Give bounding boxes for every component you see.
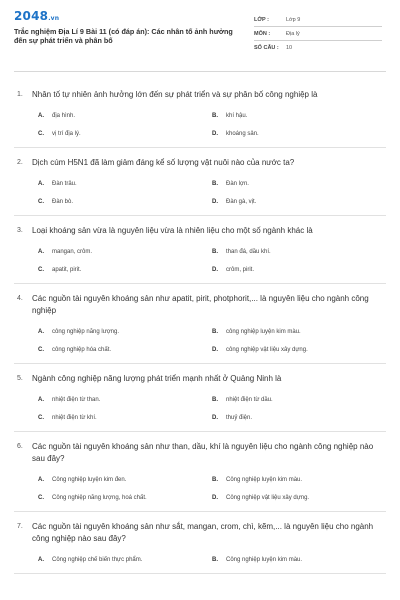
meta-row-count	[254, 41, 382, 55]
option-letter: C.	[38, 495, 44, 501]
option-text: Công nghiệp chế biến thực phẩm.	[52, 557, 143, 563]
question-text-row	[14, 521, 386, 545]
worksheet-meta	[254, 13, 382, 55]
answer-option[interactable]	[38, 409, 212, 427]
option-letter: D.	[212, 415, 218, 421]
question-number: 5.	[17, 375, 23, 382]
answer-option[interactable]	[212, 261, 386, 279]
option-text: khoáng sản.	[226, 131, 259, 137]
question-list	[14, 80, 386, 574]
question-text-row	[14, 225, 386, 237]
question-item	[14, 216, 386, 284]
option-text: Đàn gà, vịt.	[226, 199, 257, 205]
question-text-row	[14, 157, 386, 169]
option-text: Đàn trâu.	[52, 181, 77, 187]
question-item	[14, 512, 386, 574]
option-letter: D.	[212, 267, 218, 273]
option-letter: D.	[212, 131, 218, 137]
logo-main: 2048	[14, 9, 49, 23]
meta-label: LỚP :	[254, 16, 269, 23]
answer-option[interactable]	[38, 391, 212, 409]
answer-option[interactable]	[212, 551, 386, 569]
question-text: Loại khoáng sản vừa là nguyên liệu vừa là nhiên liệu cho một số ngành khác là	[32, 226, 313, 235]
answer-option[interactable]	[212, 471, 386, 489]
question-number: 3.	[17, 227, 23, 234]
question-number: 2.	[17, 159, 23, 166]
meta-value: Lớp 9	[286, 16, 301, 23]
question-item	[14, 148, 386, 216]
option-text: vị trí địa lý.	[52, 131, 81, 137]
question-text-row	[14, 89, 386, 101]
question-text: Ngành công nghiệp năng lượng phát triển mạnh nhất ở Quảng Ninh là	[32, 374, 282, 383]
option-letter: A.	[38, 329, 44, 335]
answer-option[interactable]	[38, 489, 212, 507]
option-letter: B.	[212, 557, 218, 563]
question-text: Các nguồn tài nguyên khoáng sản như apatit, pirit, photphorit,... là nguyên liệu cho ngành công nghiệp	[32, 294, 369, 315]
meta-row-class	[254, 13, 382, 27]
option-text: crôm, pirit.	[226, 267, 255, 273]
option-letter: A.	[38, 397, 44, 403]
option-text: công nghiệp luyện kim màu.	[226, 329, 301, 335]
answer-option[interactable]	[38, 193, 212, 211]
option-text: công nghiệp hóa chất.	[52, 347, 112, 353]
answer-options	[14, 551, 386, 569]
question-text: Các nguồn tài nguyên khoáng sản như than, dầu, khí là nguyên liệu cho ngành công nghiệp nào sau đây?	[32, 442, 374, 463]
option-text: mangan, crôm.	[52, 249, 93, 255]
option-text: địa hình.	[52, 113, 76, 119]
question-text-row	[14, 441, 386, 465]
option-letter: A.	[38, 249, 44, 255]
answer-option[interactable]	[212, 175, 386, 193]
option-text: Đàn lợn.	[226, 181, 249, 187]
option-letter: B.	[212, 397, 218, 403]
option-text: công nghiệp vật liệu xây dựng.	[226, 347, 308, 353]
option-letter: D.	[212, 495, 218, 501]
answer-option[interactable]	[38, 341, 212, 359]
option-text: công nghiệp năng lượng.	[52, 329, 120, 335]
answer-option[interactable]	[212, 323, 386, 341]
option-letter: A.	[38, 557, 44, 563]
option-text: khí hậu.	[226, 113, 248, 119]
worksheet-header	[14, 0, 386, 72]
answer-option[interactable]	[212, 107, 386, 125]
option-text: Công nghiệp luyện kim màu.	[226, 557, 303, 563]
option-text: Công nghiệp vật liệu xây dựng.	[226, 495, 310, 501]
meta-value: 10	[286, 45, 293, 51]
answer-options	[14, 175, 386, 211]
meta-label: SỐ CÂU :	[254, 45, 279, 51]
option-letter: C.	[38, 415, 44, 421]
option-text: Công nghiệp năng lượng, hoá chất.	[52, 495, 147, 501]
answer-option[interactable]	[38, 471, 212, 489]
option-text: Công nghiệp luyện kim đen.	[52, 477, 127, 483]
logo-sub: .vn	[48, 15, 60, 22]
answer-option[interactable]	[38, 243, 212, 261]
option-letter: C.	[38, 199, 44, 205]
option-text: Đàn bò.	[52, 199, 74, 205]
answer-option[interactable]	[212, 341, 386, 359]
answer-options	[14, 243, 386, 279]
answer-option[interactable]	[212, 125, 386, 143]
answer-option[interactable]	[38, 261, 212, 279]
question-text-row	[14, 373, 386, 385]
option-letter: C.	[38, 131, 44, 137]
worksheet-title: Trắc nghiệm Địa Lí 9 Bài 11 (có đáp án): Các nhân tố ảnh hưởng đến sự phát triển và phân bố	[14, 27, 233, 45]
option-text: nhiệt điện từ than.	[52, 397, 101, 403]
option-letter: B.	[212, 249, 218, 255]
option-letter: C.	[38, 267, 44, 273]
meta-row-subject	[254, 27, 382, 41]
question-number: 7.	[17, 523, 23, 530]
answer-option[interactable]	[38, 125, 212, 143]
answer-option[interactable]	[212, 391, 386, 409]
question-number: 6.	[17, 443, 23, 450]
option-text: than đá, dầu khí.	[226, 249, 271, 255]
answer-options	[14, 323, 386, 359]
option-letter: B.	[212, 181, 218, 187]
option-text: apatit, pirit.	[52, 267, 82, 273]
question-text-row	[14, 293, 386, 317]
option-letter: B.	[212, 329, 218, 335]
option-letter: D.	[212, 199, 218, 205]
answer-option[interactable]	[212, 489, 386, 507]
option-letter: C.	[38, 347, 44, 353]
answer-option[interactable]	[212, 193, 386, 211]
option-letter: A.	[38, 181, 44, 187]
option-text: Công nghiệp luyện kim màu.	[226, 477, 303, 483]
answer-options	[14, 107, 386, 143]
option-letter: A.	[38, 113, 44, 119]
answer-option[interactable]	[38, 323, 212, 341]
question-text: Nhân tố tự nhiên ảnh hưởng lớn đến sự phát triển và sự phân bố công nghiệp là	[32, 90, 318, 99]
answer-option[interactable]	[212, 409, 386, 427]
answer-option[interactable]	[38, 551, 212, 569]
option-letter: A.	[38, 477, 44, 483]
question-number: 1.	[17, 91, 23, 98]
option-text: nhiệt điện từ dầu.	[226, 397, 273, 403]
option-text: thuỷ điện.	[226, 415, 253, 421]
option-letter: D.	[212, 347, 218, 353]
option-letter: B.	[212, 113, 218, 119]
question-item	[14, 80, 386, 148]
answer-option[interactable]	[38, 175, 212, 193]
answer-option[interactable]	[38, 107, 212, 125]
question-number: 4.	[17, 295, 23, 302]
meta-value: Địa lý	[286, 30, 300, 37]
question-item	[14, 364, 386, 432]
question-item	[14, 284, 386, 364]
option-letter: B.	[212, 477, 218, 483]
question-item	[14, 432, 386, 512]
answer-options	[14, 391, 386, 427]
question-text: Dịch cúm H5N1 đã làm giảm đáng kể số lượng vật nuôi nào của nước ta?	[32, 158, 295, 167]
question-text: Các nguồn tài nguyên khoáng sản như sắt, mangan, crom, chì, kẽm,... là nguyên liệu cho ngành công nghiệp nào sau đây?	[32, 522, 374, 543]
answer-option[interactable]	[212, 243, 386, 261]
option-text: nhiệt điện từ khí.	[52, 415, 97, 421]
meta-label: MÔN :	[254, 30, 271, 37]
answer-options	[14, 471, 386, 507]
